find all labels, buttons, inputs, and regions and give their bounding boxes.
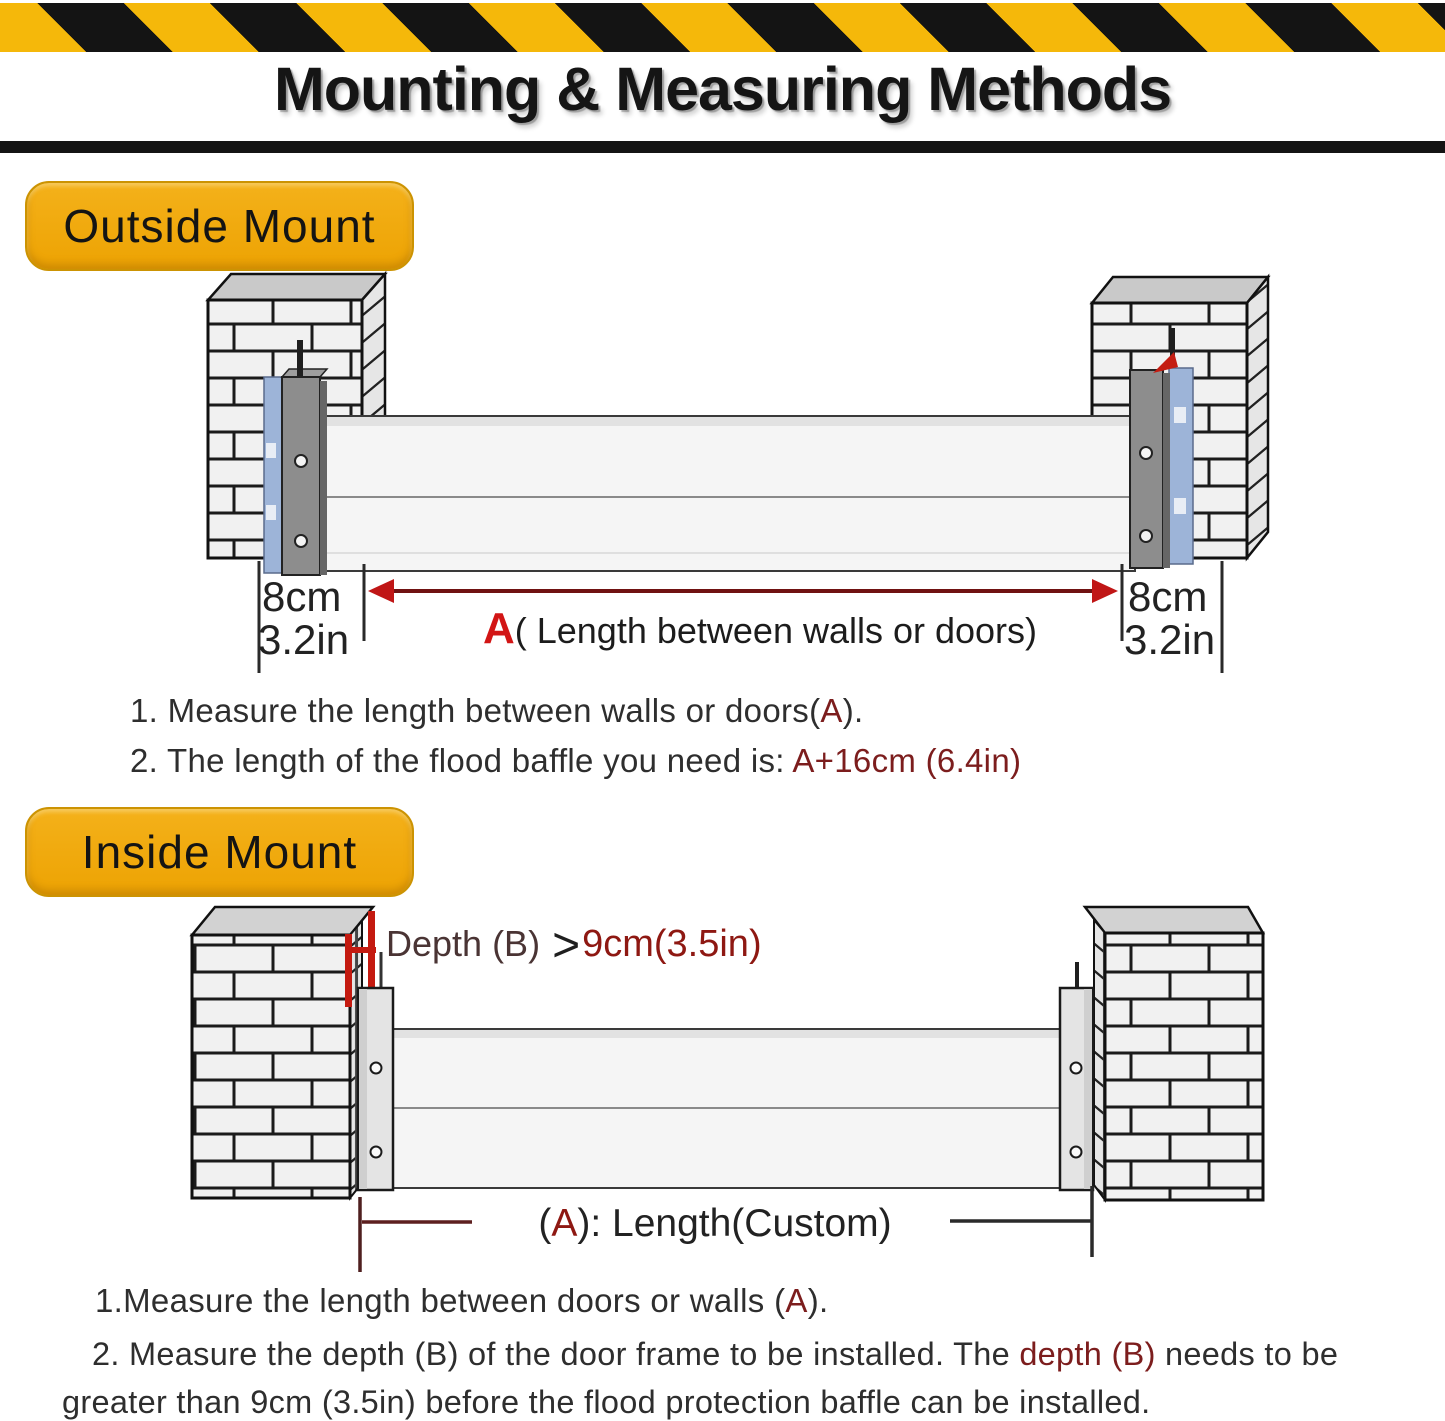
outside-left-gap-cm: 8cm <box>262 573 342 620</box>
inside-flood-barrier-panels <box>393 1029 1092 1188</box>
length-variable-a: A <box>482 604 515 653</box>
depth-requirement-annotation <box>386 918 762 973</box>
outside-step-1-variable: A <box>820 692 843 729</box>
inside-mount-badge-label: Inside Mount <box>81 826 358 878</box>
screw-hole-icon <box>1071 1147 1082 1158</box>
inside-step-2-end: needs to be greater than 9cm (3.5in) before the flood protection baffle can be installed. <box>62 1336 1339 1420</box>
inside-step-1-end: ). <box>807 1282 829 1319</box>
outside-step-1-end: ). <box>842 692 864 729</box>
screw-hole-icon <box>1140 447 1152 459</box>
outside-flood-barrier-panels <box>322 416 1135 571</box>
outside-mount-badge-label: Outside Mount <box>63 200 376 252</box>
length-paren-open: ( <box>538 1202 552 1245</box>
outside-step-2 <box>130 742 1021 780</box>
inside-step-2-variable: depth (B) <box>1019 1336 1156 1372</box>
page-title: Mounting & Measuring Methods <box>273 55 1172 123</box>
greater-than-symbol: > <box>552 919 581 972</box>
depth-label-text: Depth (B) <box>386 923 551 964</box>
screw-hole-icon <box>1071 1063 1082 1074</box>
length-label-text: ): Length(Custom) <box>577 1202 892 1245</box>
double-arrow-icon <box>368 579 1118 603</box>
screw-hole-icon <box>371 1147 382 1158</box>
outside-step-2-text: 2. The length of the flood baffle you need is: <box>130 742 793 779</box>
screw-hole-icon <box>295 455 307 467</box>
inside-right-mounting-rail <box>1060 962 1093 1190</box>
outside-right-gap-inch: 3.2in <box>1124 616 1216 663</box>
screw-hole-icon <box>295 535 307 547</box>
anchor-rod-icon <box>297 340 303 380</box>
outside-step-2-formula: A+16cm (6.4in) <box>792 742 1022 779</box>
inside-step-1 <box>95 1282 828 1320</box>
outside-step-1 <box>130 692 863 730</box>
outside-left-gap-inch: 3.2in <box>258 616 350 663</box>
inside-left-mounting-rail <box>358 988 393 1190</box>
inside-step-1-variable: A <box>785 1282 808 1319</box>
length-annotation-text: ( Length between walls or doors) <box>514 610 1038 651</box>
inside-step-2 <box>62 1331 1378 1421</box>
inside-step-1-text: 1.Measure the length between doors or walls ( <box>95 1282 786 1319</box>
inside-right-brick-pillar <box>1085 907 1263 1200</box>
screw-hole-icon <box>371 1063 382 1074</box>
outside-right-gap-cm: 8cm <box>1128 573 1208 620</box>
outside-step-1-text: 1. Measure the length between walls or doors( <box>130 692 821 729</box>
inside-step-2-text: 2. Measure the depth (B) of the door frame to be installed. The <box>92 1336 1020 1372</box>
length-variable-a: A <box>551 1202 578 1245</box>
inside-length-annotation <box>430 1202 1000 1246</box>
screw-hole-icon <box>1140 530 1152 542</box>
depth-value: 9cm(3.5in) <box>582 923 762 965</box>
outside-length-annotation <box>380 604 1140 654</box>
